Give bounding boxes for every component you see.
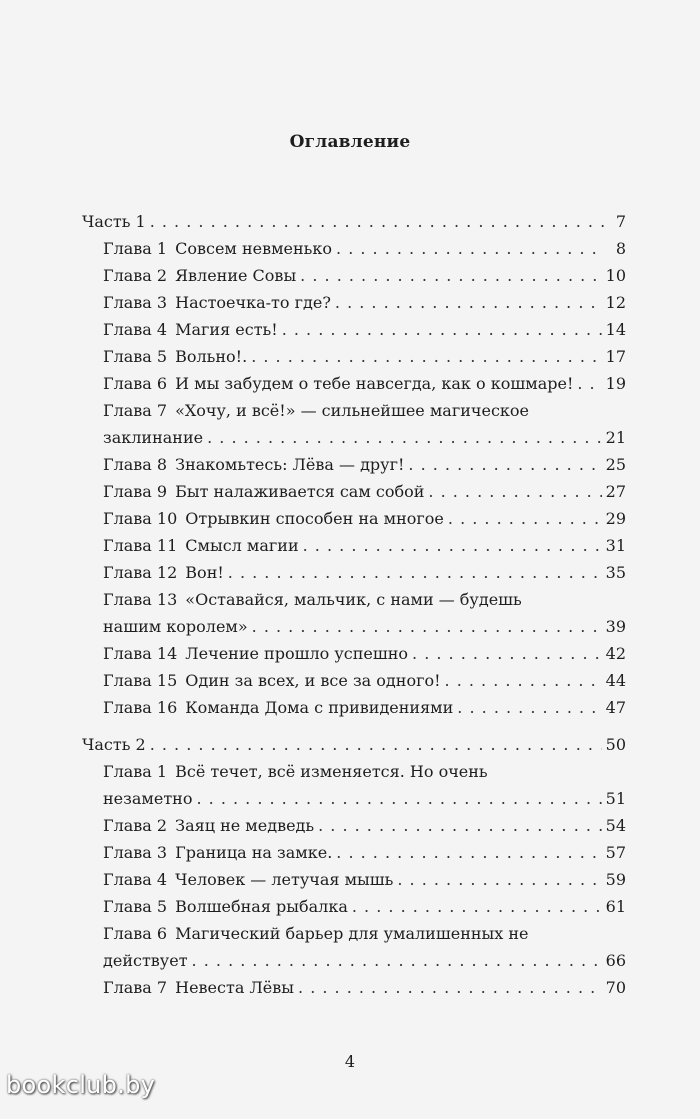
toc-chapter-row [82,235,626,262]
page-ref: 29 [605,509,626,528]
chapter-title: Вон! [185,563,224,582]
chapter-title: Команда Дома с привидениями [185,698,454,717]
toc-chapter-row [82,478,626,505]
chapter-title-continued: заклинание [103,428,204,447]
chapter-title: Настоечка-то где? [175,293,331,312]
dot-leader [448,505,602,532]
chapter-title: Граница на замке. [175,843,333,862]
toc-chapter-row [82,316,626,343]
chapter-title: Заяц не медведь [175,816,315,835]
chapter-number: Глава 15 [103,671,178,690]
toc-chapter-row [82,974,626,1001]
chapter-title-continued: нашим королем» [103,617,248,636]
dot-leader [335,289,602,316]
chapter-number: Глава 7 [103,401,168,420]
dot-leader [408,451,601,478]
chapter-number: Глава 1 [103,762,168,781]
toc-part-2 [82,731,626,1001]
toc-chapter-row [82,262,626,289]
dot-leader [150,208,604,235]
dot-leader [445,667,602,694]
chapter-title: Всё течет, всё изменяется. Но очень [175,762,488,781]
chapter-title: Вольно!. [175,347,248,366]
chapter-title: Быт налаживается сам собой [175,482,425,501]
chapter-number: Глава 14 [103,644,178,663]
dot-leader [251,343,601,370]
chapter-list [82,235,626,721]
chapter-number: Глава 2 [103,816,168,835]
chapter-number: Глава 4 [103,870,168,889]
page-ref: 25 [605,455,626,474]
page-ref: 10 [605,266,626,285]
dot-leader [228,559,602,586]
toc-chapter-row [82,343,626,370]
page-ref: 14 [605,320,626,339]
chapter-title: Невеста Лёвы [175,978,295,997]
toc-chapter-row [82,397,626,424]
page-ref: 35 [605,563,626,582]
chapter-number: Глава 3 [103,843,168,862]
toc-chapter-row [82,893,626,920]
page-ref: 27 [605,482,626,501]
chapter-title: Лечение прошло успешно [185,644,409,663]
chapter-number: Глава 6 [103,924,168,943]
dot-leader [336,235,604,262]
toc-chapter-row [82,758,626,785]
chapter-title-continued: незаметно [103,789,193,808]
page-ref: 57 [605,843,626,862]
dot-leader [298,974,602,1001]
page-ref: 66 [605,951,626,970]
dot-leader [336,839,601,866]
chapter-title-continued: действует [103,951,188,970]
watermark-logo: bookclub.by [6,1071,156,1099]
chapter-number: Глава 5 [103,347,168,366]
dot-leader [412,640,602,667]
chapter-list [82,758,626,1001]
chapter-title: Смысл магии [185,536,299,555]
toc-part-1 [82,208,626,721]
chapter-title: Отрывкин способен на многое [185,509,444,528]
chapter-number: Глава 4 [103,320,168,339]
chapter-number: Глава 3 [103,293,168,312]
toc-chapter-row [82,370,626,397]
chapter-number: Глава 1 [103,239,168,258]
chapter-title: И мы забудем о тебе навсегда, как о кошмаре! [175,374,574,393]
chapter-number: Глава 8 [103,455,168,474]
toc-chapter-row [82,839,626,866]
chapter-number: Глава 12 [103,563,178,582]
dot-leader [282,316,602,343]
part-label: Часть 2 [82,735,146,754]
page-ref: 8 [615,239,626,258]
page-ref: 51 [605,789,626,808]
toc-chapter-row [82,559,626,586]
page-number: 4 [344,1052,356,1071]
dot-leader [318,812,602,839]
chapter-number: Глава 5 [103,897,168,916]
chapter-title: Магия есть! [175,320,278,339]
chapter-title: Знакомьтесь: Лёва — друг! [175,455,405,474]
toc-chapter-row [82,640,626,667]
chapter-number: Глава 13 [103,590,178,609]
toc-part-row [82,731,626,758]
page-ref: 31 [605,536,626,555]
chapter-title: «Хочу, и всё!» — сильнейшее магическое [175,401,529,420]
chapter-title: Совсем невменько [175,239,333,258]
toc-chapter-continuation [82,613,626,640]
chapter-number: Глава 11 [103,536,178,555]
page-ref: 59 [605,870,626,889]
toc-chapter-row [82,866,626,893]
dot-leader [397,866,601,893]
dot-leader [457,694,601,721]
chapter-title: Волшебная рыбалка [175,897,348,916]
page-ref: 47 [605,698,626,717]
page-title: Оглавление [289,132,411,152]
dot-leader [577,370,601,397]
toc-chapter-continuation [82,424,626,451]
page-ref: 12 [605,293,626,312]
page-ref: 17 [605,347,626,366]
dot-leader [352,893,602,920]
toc-chapter-row [82,586,626,613]
toc-chapter-row [82,451,626,478]
chapter-number: Глава 6 [103,374,168,393]
chapter-title: Явление Совы [175,266,297,285]
dot-leader [300,262,601,289]
toc-chapter-row [82,505,626,532]
page-ref: 19 [605,374,626,393]
chapter-number: Глава 16 [103,698,178,717]
page-ref: 7 [615,212,626,231]
chapter-title: Один за всех, и все за одного! [185,671,441,690]
dot-leader [303,532,602,559]
chapter-number: Глава 9 [103,482,168,501]
dot-leader [252,613,602,640]
dot-leader [207,424,602,451]
toc-part-row [82,208,626,235]
page-ref: 39 [605,617,626,636]
dot-leader [196,785,601,812]
chapter-title: Магический барьер для умалишенных не [175,924,529,943]
toc-chapter-row [82,694,626,721]
part-label: Часть 1 [82,212,146,231]
toc-chapter-row [82,812,626,839]
chapter-number: Глава 10 [103,509,178,528]
toc-chapter-continuation [82,947,626,974]
page-ref: 44 [605,671,626,690]
toc-chapter-row [82,667,626,694]
chapter-number: Глава 2 [103,266,168,285]
chapter-title: Человек — летучая мышь [175,870,394,889]
toc-chapter-row [82,532,626,559]
chapter-number: Глава 7 [103,978,168,997]
page-ref: 50 [605,735,626,754]
toc-chapter-row [82,289,626,316]
page-ref: 42 [605,644,626,663]
toc-chapter-row [82,920,626,947]
dot-leader [150,731,602,758]
toc-chapter-continuation [82,785,626,812]
chapter-title: «Оставайся, мальчик, с нами — будешь [185,590,522,609]
dot-leader [192,947,602,974]
dot-leader [428,478,601,505]
page-ref: 70 [605,978,626,997]
page-ref: 21 [605,428,626,447]
page-ref: 61 [605,897,626,916]
page-ref: 54 [605,816,626,835]
